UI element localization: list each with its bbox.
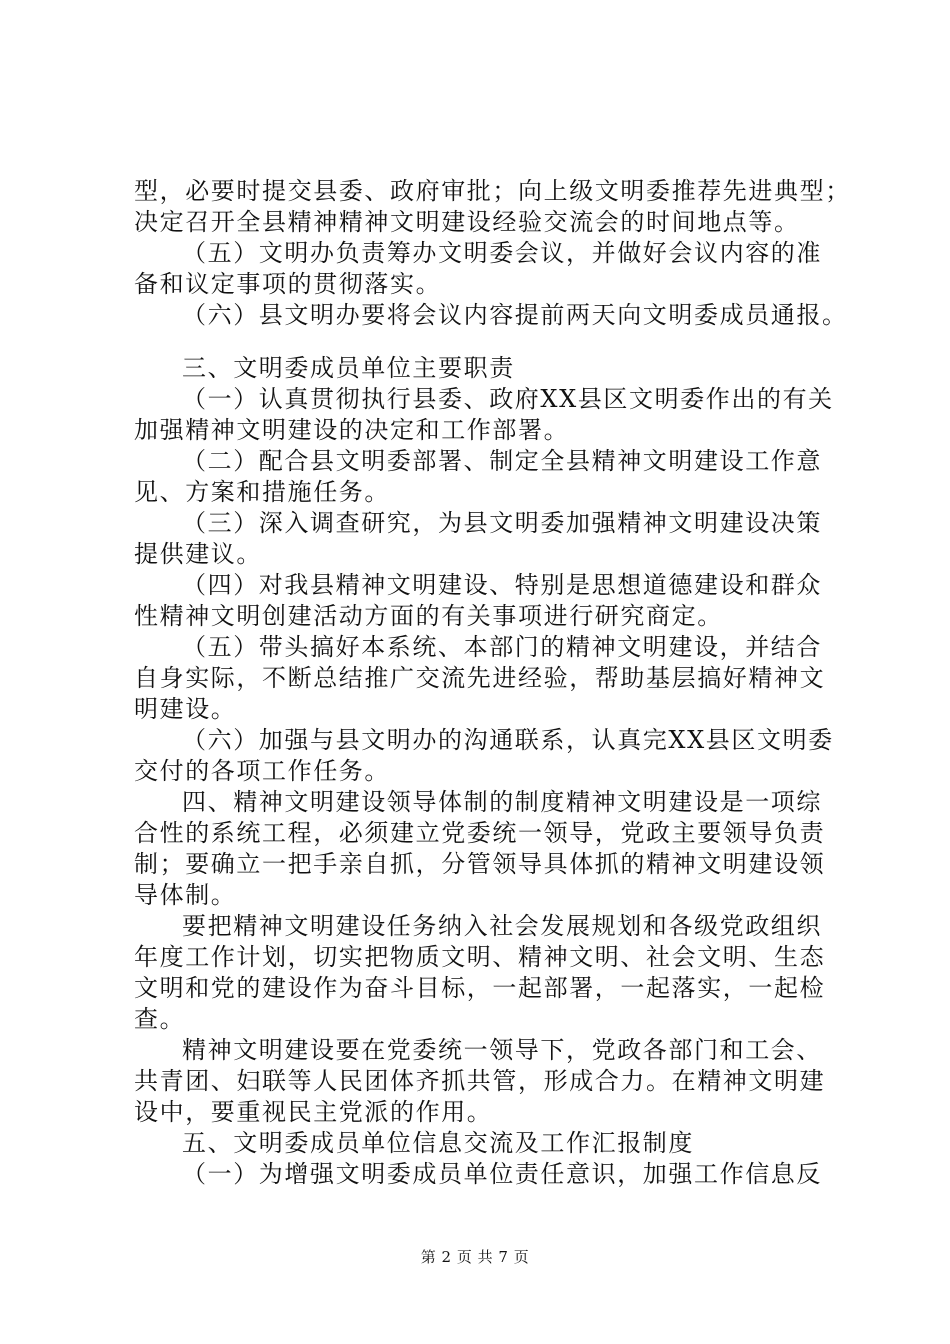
text-line: 备和议定事项的贯彻落实。 [134, 270, 442, 298]
section-heading: 五、文明委成员单位信息交流及工作汇报制度 [182, 1129, 694, 1157]
text-line: 精神文明建设要在党委统一领导下，党政各部门和工会、 [182, 1036, 822, 1064]
text-line: 要把精神文明建设任务纳入社会发展规划和各级党政组织 [182, 912, 822, 940]
text-line: （一）为增强文明委成员单位责任意识，加强工作信息反 [182, 1160, 822, 1188]
text-line: （五）带头搞好本系统、本部门的精神文明建设，并结合 [182, 633, 822, 661]
text-line: 年度工作计划，切实把物质文明、精神文明、社会文明、生态 [134, 943, 826, 971]
text-line: 性精神文明创建活动方面的有关事项进行研究商定。 [134, 602, 723, 630]
text-line: （五）文明办负责筹办文明委会议，并做好会议内容的准 [182, 239, 822, 267]
text-line: 制；要确立一把手亲自抓，分管领导具体抓的精神文明建设领 [134, 850, 826, 878]
text-line: （一）认真贯彻执行县委、政府XX县区文明委作出的有关 [182, 385, 834, 413]
text-line: 设中，要重视民主党派的作用。 [134, 1098, 493, 1126]
text-line: 加强精神文明建设的决定和工作部署。 [134, 416, 570, 444]
text-line: 查。 [134, 1005, 186, 1033]
paragraph-gap [134, 331, 834, 353]
text-line: 交付的各项工作任务。 [134, 757, 390, 785]
text-line: （六）加强与县文明办的沟通联系，认真完XX县区文明委 [182, 726, 834, 754]
section-heading: 三、文明委成员单位主要职责 [182, 354, 515, 382]
text-line: 合性的系统工程，必须建立党委统一领导，党政主要领导负责 [134, 819, 826, 847]
section-heading: 四、精神文明建设领导体制的制度精神文明建设是一项综 [182, 788, 822, 816]
document-body [134, 176, 851, 1190]
text-line: 型，必要时提交县委、政府审批；向上级文明委推荐先进典型； [134, 177, 851, 205]
text-line: 导体制。 [134, 881, 237, 909]
text-line: 明建设。 [134, 695, 237, 723]
text-line: 共青团、妇联等人民团体齐抓共管，形成合力。在精神文明建 [134, 1067, 826, 1095]
text-line: （三）深入调查研究，为县文明委加强精神文明建设决策 [182, 509, 822, 537]
text-line: 提供建议。 [134, 540, 262, 568]
text-line: 决定召开全县精神精神文明建设经验交流会的时间地点等。 [134, 208, 800, 236]
text-line: （二）配合县文明委部署、制定全县精神文明建设工作意 [182, 447, 822, 475]
text-line: 文明和党的建设作为奋斗目标，一起部署，一起落实，一起检 [134, 974, 826, 1002]
page-number-footer: 第 2 页 共 7 页 [420, 1248, 530, 1266]
text-line: 见、方案和措施任务。 [134, 478, 390, 506]
text-line: 自身实际，不断总结推广交流先进经验，帮助基层搞好精神文 [134, 664, 826, 692]
text-line: （六）县文明办要将会议内容提前两天向文明委成员通报。 [182, 301, 848, 329]
text-line: （四）对我县精神文明建设、特别是思想道德建设和群众 [182, 571, 822, 599]
